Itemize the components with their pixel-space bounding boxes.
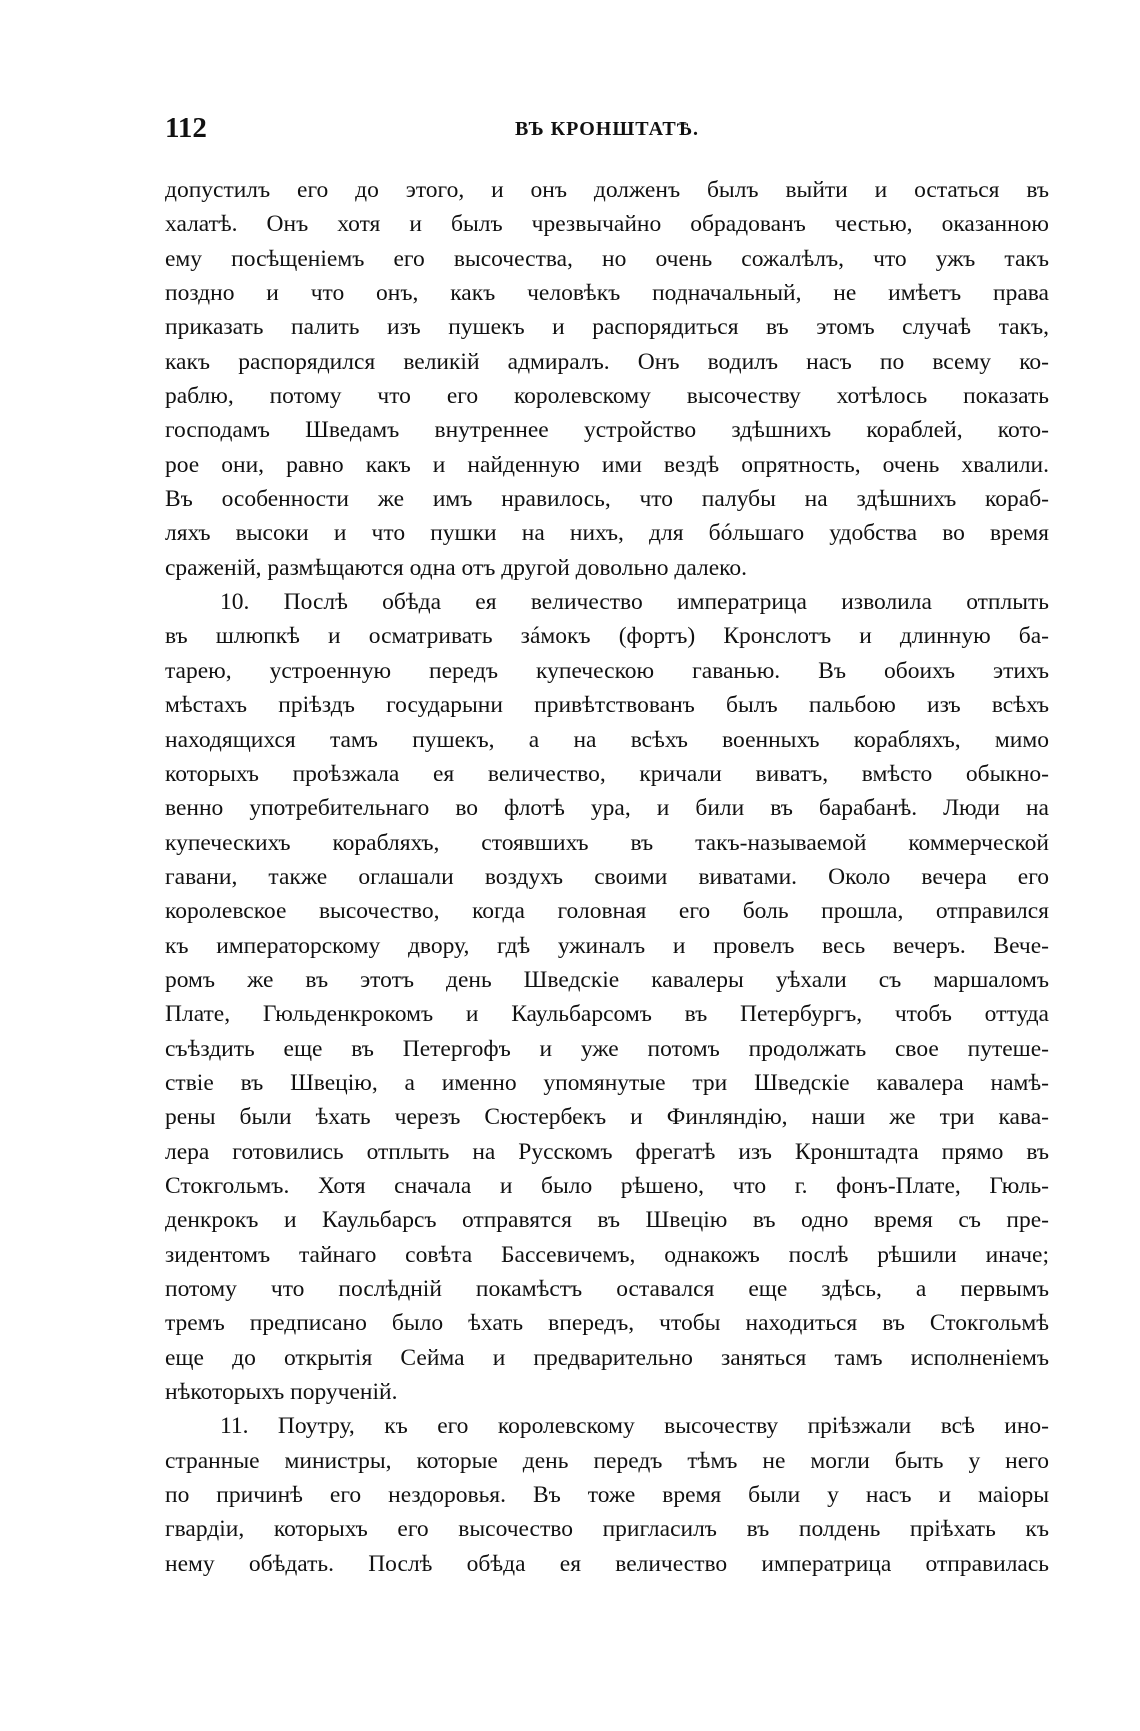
text-line: ствіе въ Швецію, а именно упомянутые три Шведскіе кавалера намѣ- (165, 1069, 1049, 1096)
text-line: денкрокъ и Каульбарсъ отправятся въ Швецію въ одно время съ пре- (165, 1207, 1049, 1234)
page-number: 112 (165, 112, 207, 144)
text-line: съѣздить еще въ Петергофъ и уже потомъ продолжать свое путеше- (165, 1035, 1049, 1062)
text-line: гавани, также оглашали воздухъ своими виватами. Около вечера его (165, 863, 1049, 890)
text-line: сраженій, размѣщаются одна отъ другой довольно далеко. (165, 554, 747, 581)
text-line: еще до открытія Сейма и предварительно заняться тамъ исполненіемъ (165, 1344, 1049, 1371)
text-line: 11. Поутру, къ его королевскому высочеству пріѣзжали всѣ ино- (220, 1413, 1049, 1440)
text-line: находящихся тамъ пушекъ, а на всѣхъ военныхъ корабляхъ, мимо (165, 726, 1049, 753)
text-line: 10. Послѣ обѣда ея величество императрица изволила отплыть (220, 589, 1049, 616)
text-line: тремъ предписано было ѣхать впередъ, чтобы находиться въ Стокгольмѣ (165, 1310, 1049, 1337)
paragraph-3 (165, 1409, 1049, 1581)
page-header (165, 112, 1049, 152)
text-line: допустилъ его до этого, и онъ долженъ былъ выйти и остаться въ (165, 177, 1049, 203)
text-line: которыхъ проѣзжала ея величество, кричали виватъ, вмѣсто обыкно- (165, 760, 1049, 787)
text-line: ляхъ высоки и что пушки на нихъ, для бóльшаго удобства во время (165, 520, 1049, 547)
text-line: королевское высочество, когда головная его боль прошла, отправился (165, 898, 1049, 925)
text-line: къ императорскому двору, гдѣ ужиналъ и провелъ весь вечеръ. Вече- (165, 932, 1049, 959)
text-line: ему посѣщеніемъ его высочества, но очень сожалѣлъ, что ужъ такъ (165, 245, 1049, 272)
text-line: поздно и что онъ, какъ человѣкъ подначальный, не имѣетъ права (165, 280, 1049, 307)
text-line: гвардіи, которыхъ его высочество пригласилъ въ полдень пріѣхать къ (165, 1516, 1049, 1543)
text-line: въ шлюпкѣ и осматривать зáмокъ (фортъ) Кронслотъ и длинную ба- (165, 623, 1049, 650)
text-line: халатѣ. Онъ хотя и былъ чрезвычайно обрадованъ честью, оказанною (165, 211, 1049, 238)
text-line: господамъ Шведамъ внутреннее устройство здѣшнихъ кораблей, кото- (165, 417, 1049, 444)
text-line: по причинѣ его нездоровья. Въ тоже время были у насъ и маіоры (165, 1482, 1049, 1509)
text-line: Въ особенности же имъ нравилось, что палубы на здѣшнихъ кораб- (165, 486, 1049, 513)
paragraph-1 (165, 173, 1049, 585)
text-line: какъ распорядился великій адмиралъ. Онъ водилъ насъ по всему ко- (165, 348, 1049, 375)
text-line: зидентомъ тайнаго совѣта Бассевичемъ, однакожъ послѣ рѣшили иначе; (165, 1241, 1049, 1268)
paragraph-2 (165, 585, 1049, 1409)
text-line: Плате, Гюльденкрокомъ и Каульбарсомъ въ Петербургъ, чтобъ оттуда (165, 1001, 1049, 1028)
text-line: нему обѣдать. Послѣ обѣда ея величество императрица отправилась (165, 1550, 1049, 1577)
text-line: лера готовились отплыть на Русскомъ фрегатѣ изъ Кронштадта прямо въ (165, 1138, 1049, 1165)
text-line: тарею, устроенную передъ купеческою гаванью. Въ обоихъ этихъ (165, 657, 1049, 684)
text-line: приказать палить изъ пушекъ и распорядиться въ этомъ случаѣ такъ, (165, 314, 1049, 341)
text-line: раблю, потому что его королевскому высочеству хотѣлось показать (165, 383, 1049, 410)
text-line: нѣкоторыхъ порученій. (165, 1379, 398, 1406)
text-line: купеческихъ корабляхъ, стоявшихъ въ такъ-называемой коммерческой (165, 829, 1049, 856)
text-line: рены были ѣхать черезъ Сюстербекъ и Финляндію, наши же три кава- (165, 1104, 1049, 1131)
text-line: ромъ же въ этотъ день Шведскіе кавалеры уѣхали съ маршаломъ (165, 966, 1049, 993)
text-line: рое они, равно какъ и найденную ими вездѣ опрятность, очень хвалили. (165, 451, 1049, 478)
text-line: странные министры, которые день передъ тѣмъ не могли быть у него (165, 1447, 1049, 1474)
text-line: Стокгольмъ. Хотя сначала и было рѣшено, что г. фонъ-Плате, Гюль- (165, 1172, 1049, 1199)
text-line: потому что послѣдній покамѣстъ оставался еще здѣсь, а первымъ (165, 1276, 1049, 1302)
text-line: венно употребительнаго во флотѣ ура, и били въ барабанѣ. Люди на (165, 795, 1049, 822)
text-line: мѣстахъ пріѣздъ государыни привѣтствованъ былъ пальбою изъ всѣхъ (165, 692, 1049, 719)
running-head: ВЪ КРОНШТАТѢ. (515, 118, 699, 140)
text-body (165, 173, 1049, 1581)
